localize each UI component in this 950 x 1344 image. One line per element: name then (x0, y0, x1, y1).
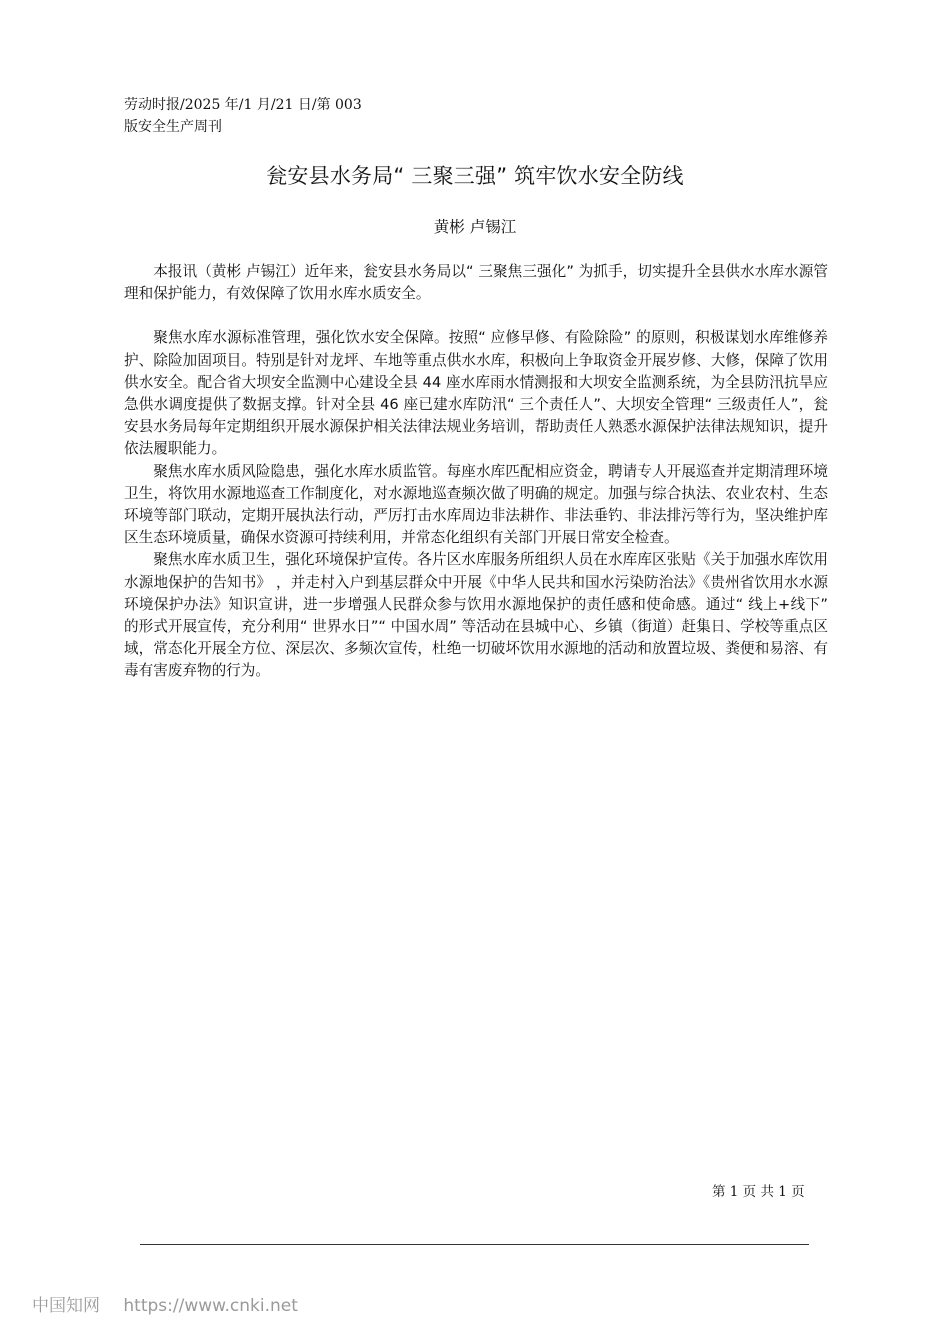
cnki-watermark (32, 1294, 298, 1318)
watermark-brand: 中国知网 (32, 1296, 100, 1316)
article-body (124, 261, 828, 683)
source-citation-line-2: 版安全生产周刊 (124, 119, 222, 135)
footer-divider (140, 1244, 809, 1245)
body-paragraph-2: 聚焦水库水质风险隐患，强化水库水质监管。每座水库匹配相应资金，聘请专人开展巡查并定期清理环境卫生，将饮用水源地巡查工作制度化，对水源地巡查频次做了明确的规定。加强与综合执法、农业农村、生态环境等部门联动，定期开展执法行动，严厉打击水库周边非法耕作、非法垂钓、非法排污等行为，坚决维护库区生态环境质量，确保水资源可持续利用，并常态化组织有关部门开展日常安全检查。 (124, 462, 828, 547)
source-citation-line-1: 劳动时报/2025 年/1 月/21 日/第 003 (124, 97, 362, 113)
article-authors: 黄彬 卢锡江 (433, 218, 517, 236)
page-number: 第 1 页 共 1 页 (712, 1184, 805, 1200)
watermark-url[interactable]: https://www.cnki.net (123, 1296, 298, 1316)
article-title: 瓮安县水务局“ 三聚三强” 筑牢饮水安全防线 (266, 164, 684, 188)
body-paragraph-3: 聚焦水库水质卫生，强化环境保护宣传。各片区水库服务所组织人员在水库库区张贴《关于加强水库饮用水源地保护的告知书》 ，并走村入户到基层群众中开展《中华人民共和国水污染防治法》《贵州省饮用水水源环境保护办法》知识宣讲，进一步增强人民群众参与饮用水源地保护的责任感和使命感。通过“ 线上+线下” 的形式开展宣传，充分利用“ 世界水日”“ 中国水周” 等活动在县城中心、乡镇（街道）赶集日、学校等重点区域，常态化开展全方位、深层次、多频次宣传，杜绝一切破坏饮用水源地的活动和放置垃圾、粪便和易溶、有毒有害废弃物的行为。 (124, 551, 828, 680)
lead-paragraph: 本报讯（黄彬 卢锡江）近年来，瓮安县水务局以“ 三聚焦三强化” 为抓手，切实提升全县供水水库水源管理和保护能力，有效保障了饮用水库水质安全。 (124, 263, 828, 303)
body-paragraph-1: 聚焦水库水源标准管理，强化饮水安全保障。按照“ 应修早修、有险除险” 的原则，积极谋划水库维修养护、除险加固项目。特别是针对龙坪、车地等重点供水水库，积极向上争取资金开展岁修、大修，保障了饮用供水安全。配合省大坝安全监测中心建设全县 44 座水库雨水情测报和大坝安全监测系统，为全县防汛抗旱应急供水调度提供了数据支撑。针对全县 46 座已建水库防汛“ 三个责任人”、大坝安全管理“ 三级责任人”，瓮安县水务局每年定期组织开展水源保护相关法律法规业务培训，帮助责任人熟悉水源保护法律法规知识，提升依法履职能力。 (124, 329, 828, 458)
